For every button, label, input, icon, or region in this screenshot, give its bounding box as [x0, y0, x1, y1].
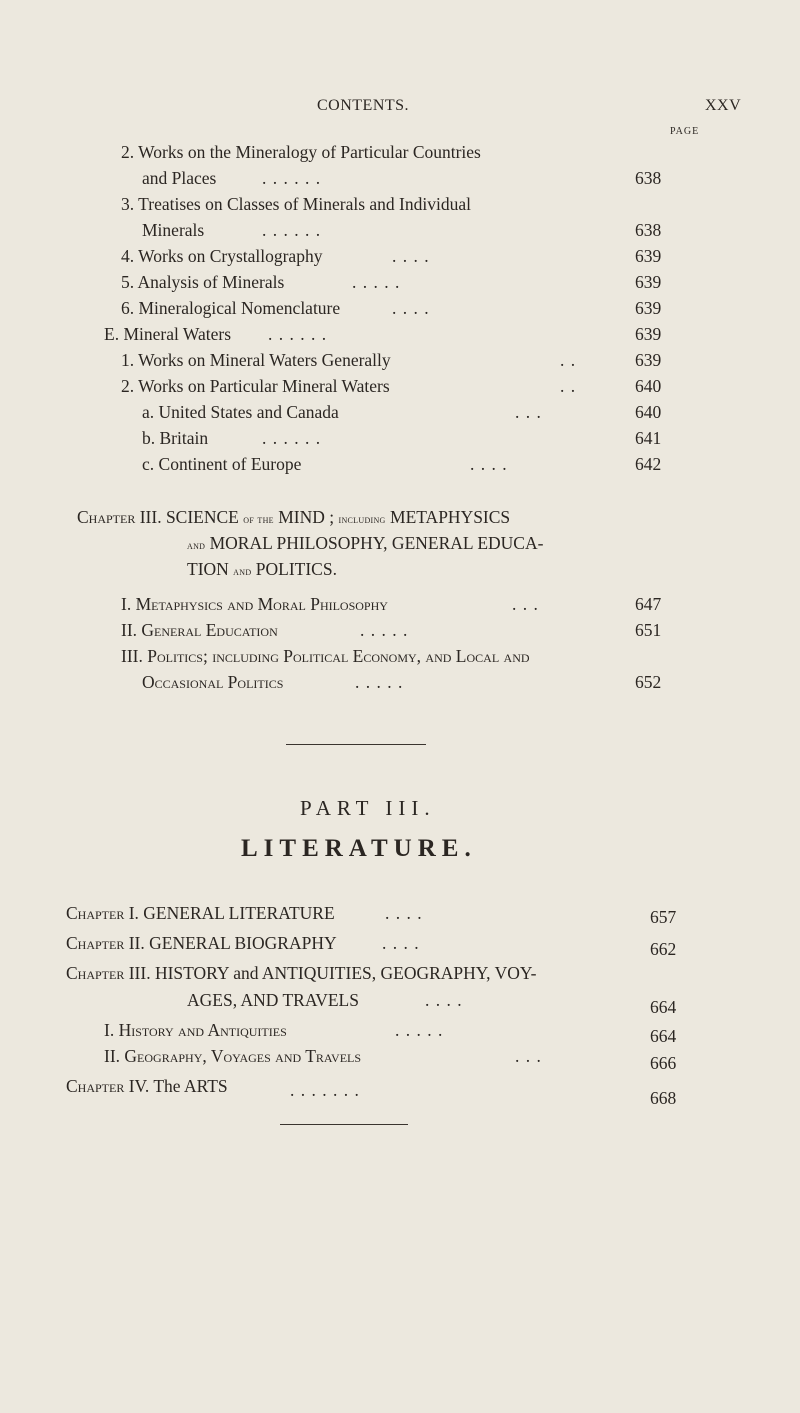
toc-entry-label: I. Metaphysics and Moral Philosophy: [121, 594, 388, 614]
leader-dots: . . . . . .: [262, 168, 322, 188]
toc-entry-label: II. GENERAL BIOGRAPHY: [128, 933, 337, 953]
chapter-label: Chapter III.: [77, 507, 162, 527]
leader-dots: . . . . . .: [268, 324, 328, 344]
toc-entry-continuation: and Places: [142, 168, 217, 188]
chapter-label: Chapter: [66, 1076, 125, 1096]
toc-entry-page: 647: [635, 594, 662, 614]
toc-entry-page: 638: [635, 168, 662, 188]
leader-dots: . . . .: [392, 246, 430, 266]
running-head-title: CONTENTS.: [317, 97, 410, 114]
leader-dots: . . .: [512, 594, 539, 614]
toc-entry-page: 651: [635, 620, 662, 640]
toc-entry-continuation: Occasional Politics: [142, 672, 284, 692]
toc-entry-page: 657: [650, 907, 677, 927]
heading-connector: including: [338, 512, 386, 526]
heading-word: METAPHYSICS: [390, 507, 511, 527]
toc-entry-page: 642: [635, 454, 662, 474]
leader-dots: . . . .: [425, 990, 463, 1010]
toc-entry-label: 1. Works on Mineral Waters Generally: [121, 350, 391, 370]
toc-entry-page: 640: [635, 376, 662, 396]
toc-entry-page: 640: [635, 402, 662, 422]
toc-entry-label: a. United States and Canada: [142, 402, 339, 422]
heading-connector: and: [233, 564, 252, 578]
toc-entry-label: IV. The ARTS: [128, 1076, 228, 1096]
toc-entry-label: 2. Works on the Mineralogy of Particular Countries: [121, 142, 481, 162]
toc-entry-page: 664: [650, 1026, 677, 1046]
toc-entry-page: 639: [635, 350, 662, 370]
toc-entry-label: II. Geography, Voyages and Travels: [104, 1046, 362, 1066]
end-rule: [280, 1124, 408, 1125]
heading-connector: of the: [243, 512, 274, 526]
leader-dots: . . . .: [470, 454, 508, 474]
toc-entry-page: 664: [650, 997, 677, 1017]
leader-dots: . . . .: [382, 933, 420, 953]
leader-dots: . . . . . .: [262, 428, 322, 448]
leader-dots: . .: [560, 376, 577, 396]
toc-entry-label: I. History and Antiquities: [104, 1020, 287, 1040]
toc-entry-page: 638: [635, 220, 662, 240]
part-title: LITERATURE.: [241, 835, 477, 862]
toc-entry-page: 639: [635, 272, 662, 292]
toc-entry-label: 5. Analysis of Minerals: [121, 272, 285, 292]
leader-dots: . . .: [515, 402, 542, 422]
leader-dots: . .: [560, 350, 577, 370]
leader-dots: . . . .: [385, 903, 423, 923]
chapter-label: Chapter: [66, 933, 125, 953]
toc-entry-page: 639: [635, 246, 662, 266]
heading-word: MORAL PHILOSOPHY, GENERAL EDUCA-: [209, 533, 544, 553]
heading-word: TION: [187, 559, 229, 579]
section-divider: [286, 744, 426, 745]
toc-entry-page: 639: [635, 298, 662, 318]
toc-entry-label: 4. Works on Crystallography: [121, 246, 323, 266]
leader-dots: . . . . .: [352, 272, 401, 292]
leader-dots: . . . .: [392, 298, 430, 318]
leader-dots: . . . . . .: [262, 220, 322, 240]
part-heading: PART III.: [300, 796, 436, 820]
toc-entry-label: III. HISTORY and ANTIQUITIES, GEOGRAPHY, VOY-: [128, 963, 537, 983]
toc-entry-label: E. Mineral Waters: [104, 324, 232, 344]
toc-entry-continuation: Minerals: [142, 220, 205, 240]
page-column-label: PAGE: [670, 126, 700, 137]
running-head-page-number: XXV: [705, 97, 742, 114]
toc-entry-label: III. Politics; including Political Economy, and Local and: [121, 646, 530, 666]
toc-entry-label: b. Britain: [142, 428, 209, 448]
leader-dots: . . . . .: [355, 672, 404, 692]
toc-entry-label: 2. Works on Particular Mineral Waters: [121, 376, 390, 396]
heading-connector: and: [187, 538, 206, 552]
toc-entry-page: 639: [635, 324, 662, 344]
toc-entry-page: 641: [635, 428, 662, 448]
toc-entry-label: I. GENERAL LITERATURE: [128, 903, 335, 923]
chapter-label: Chapter: [66, 903, 125, 923]
heading-word: MIND ;: [278, 507, 335, 527]
leader-dots: . . . . .: [360, 620, 409, 640]
toc-entry-page: 666: [650, 1053, 677, 1073]
chapter-label: Chapter: [66, 963, 125, 983]
toc-entry-label: II. General Education: [121, 620, 278, 640]
toc-entry-page: 652: [635, 672, 662, 692]
toc-entry-page: 662: [650, 939, 677, 959]
leader-dots: . . . . .: [395, 1020, 444, 1040]
toc-entry-label: 6. Mineralogical Nomenclature: [121, 298, 341, 318]
heading-word: POLITICS.: [255, 559, 337, 579]
leader-dots: . . .: [515, 1046, 542, 1066]
heading-word: SCIENCE: [165, 507, 239, 527]
toc-entry-label: 3. Treatises on Classes of Minerals and Individual: [121, 194, 471, 214]
toc-entry-label: c. Continent of Europe: [142, 454, 302, 474]
toc-entry-continuation: AGES, AND TRAVELS: [187, 990, 359, 1010]
leader-dots: . . . . . . .: [290, 1080, 360, 1100]
toc-entry-page: 668: [650, 1088, 677, 1108]
